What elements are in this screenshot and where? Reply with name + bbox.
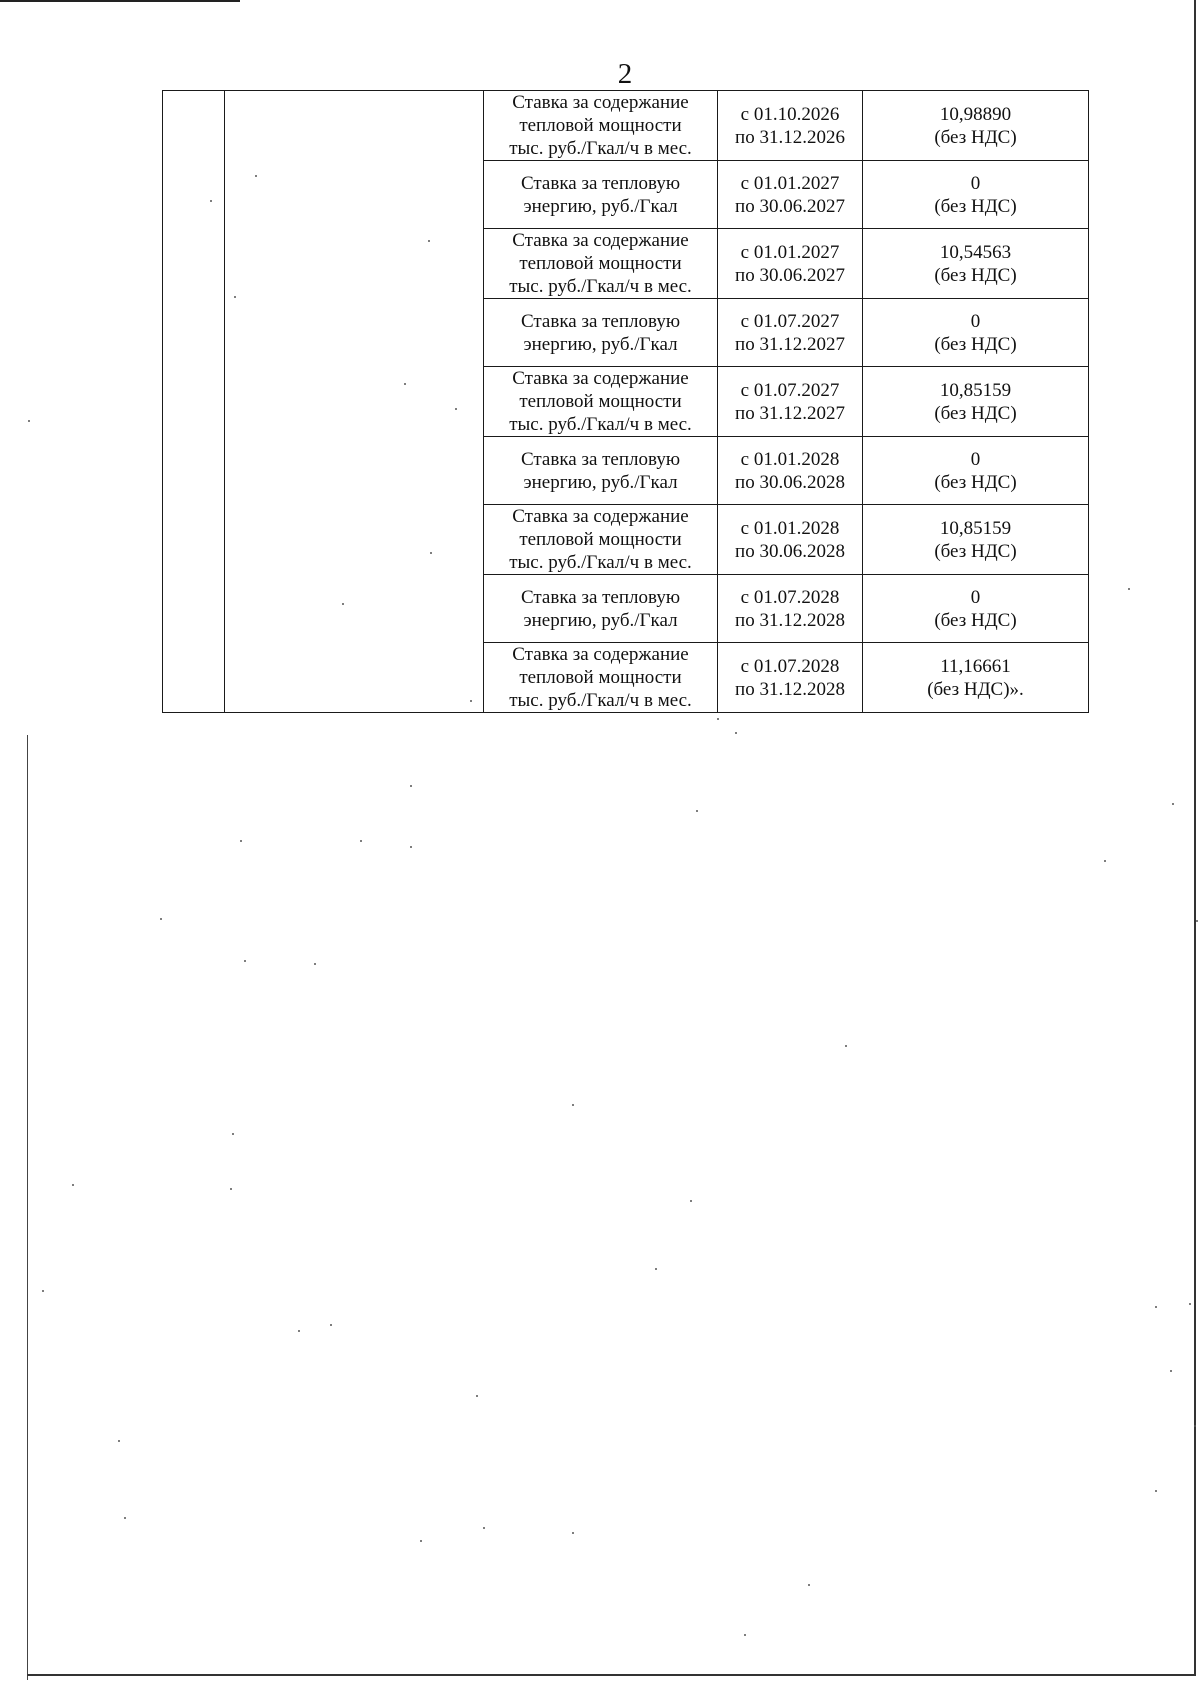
value-cell-line: (без НДС) [934,540,1017,562]
rate-name-cell [484,505,718,575]
rate-name-cell-line: энергию, руб./Гкал [523,195,678,217]
rate-name-cell-line: энергию, руб./Гкал [523,333,678,355]
scan-speck [717,718,719,720]
scan-speck [255,175,257,177]
rate-name-cell-line: Ставка за содержание [512,506,689,527]
period-cell-line: с 01.01.2027 [740,172,840,194]
scan-speck [470,700,472,702]
rate-name-cell-line: Ставка за тепловую [520,172,681,194]
scan-speck [1194,1425,1196,1427]
scan-speck [1189,1303,1191,1305]
scan-speck [210,200,212,202]
scan-speck [420,1540,422,1542]
value-cell [863,161,1089,229]
rate-name-cell [484,229,718,299]
rate-name-cell-line: тепловой мощности [519,115,682,136]
organization-cell [225,91,484,713]
value-cell [863,437,1089,505]
rate-name-cell-line: Ставка за содержание [512,230,689,251]
number-cell [163,91,225,713]
scan-speck [124,1517,126,1519]
scan-edge-top [0,0,240,2]
period-cell-line: с 01.07.2027 [740,379,840,401]
scan-speck [1155,1490,1157,1492]
scan-speck [428,240,430,242]
rate-name-cell [484,643,718,713]
scan-speck [690,1200,692,1202]
period-cell [718,437,863,505]
scan-speck [240,840,242,842]
scan-speck [244,960,246,962]
value-cell-line: (без НДС) [934,195,1017,217]
scan-speck [1172,803,1174,805]
rate-name-cell [484,299,718,367]
value-cell-line: (без НДС) [934,471,1017,493]
scan-edge-left [27,735,28,1680]
tariff-table-body [163,91,1089,713]
value-cell [863,91,1089,161]
scan-speck [476,1395,478,1397]
page-number: 2 [617,58,633,90]
rate-name-cell [484,437,718,505]
rate-name-cell-line: тепловой мощности [519,253,682,274]
period-cell-line: с 01.01.2028 [740,448,840,470]
value-cell [863,643,1089,713]
rate-name-cell-line: энергию, руб./Гкал [523,609,678,631]
scan-speck [1128,588,1130,590]
period-cell [718,367,863,437]
value-cell-line: (без НДС) [934,333,1017,355]
period-cell [718,299,863,367]
scan-speck [808,1584,810,1586]
rate-name-cell-line: тыс. руб./Гкал/ч в мес. [509,276,692,297]
scan-speck [234,296,236,298]
scan-speck [118,1440,120,1442]
scan-speck [298,1330,300,1332]
scan-speck [430,552,432,554]
scan-edge-bottom [27,1674,1196,1676]
rate-name-cell-line: тыс. руб./Гкал/ч в мес. [509,138,692,159]
period-cell [718,643,863,713]
rate-name-cell [484,91,718,161]
rate-name-cell [484,367,718,437]
scan-speck [360,840,362,842]
period-cell-line: с 01.01.2027 [740,241,840,263]
value-cell-line: (без НДС) [934,402,1017,424]
scan-speck [160,918,162,920]
rate-name-cell-line: Ставка за тепловую [520,448,681,470]
period-cell [718,91,863,161]
rate-name-cell-line: тыс. руб./Гкал/ч в мес. [509,690,692,711]
scan-speck [1155,1306,1157,1308]
scan-speck [232,1133,234,1135]
value-cell [863,367,1089,437]
rate-name-cell-line: Ставка за тепловую [520,310,681,332]
scan-speck [230,1188,232,1190]
period-cell-line: по 30.06.2028 [735,471,845,493]
value-cell-line: 0 [970,172,981,194]
period-cell-line: с 01.07.2028 [740,586,840,608]
rate-name-cell-line: тепловой мощности [519,667,682,688]
rate-name-cell-line: Ставка за содержание [512,368,689,389]
period-cell-line: по 31.12.2027 [735,402,845,424]
scan-speck [28,420,30,422]
value-cell-line: 0 [970,586,981,608]
scan-speck [410,785,412,787]
value-cell [863,229,1089,299]
period-cell-line: по 31.12.2028 [735,609,845,631]
scan-speck [1104,860,1106,862]
table-row [163,91,1089,161]
scan-speck [314,963,316,965]
rate-name-cell-line: Ставка за содержание [512,92,689,113]
value-cell [863,575,1089,643]
period-cell-line: с 01.10.2026 [740,103,840,125]
rate-name-cell [484,161,718,229]
scan-speck [42,1290,44,1292]
scan-speck [735,732,737,734]
period-cell [718,505,863,575]
rate-name-cell-line: энергию, руб./Гкал [523,471,678,493]
scan-speck [655,1268,657,1270]
value-cell-line: 10,85159 [939,517,1012,539]
scan-speck [455,408,457,410]
scan-speck [572,1532,574,1534]
scan-speck [1196,920,1198,922]
period-cell-line: по 31.12.2028 [735,678,845,700]
rate-name-cell-line: тепловой мощности [519,529,682,550]
scan-speck [72,1184,74,1186]
rate-name-cell-line: Ставка за содержание [512,644,689,665]
period-cell [718,161,863,229]
scan-speck [330,1324,332,1326]
period-cell-line: по 30.06.2027 [735,195,845,217]
value-cell-line: 10,98890 [939,103,1012,125]
rate-name-cell-line: тыс. руб./Гкал/ч в мес. [509,414,692,435]
period-cell-line: с 01.01.2028 [740,517,840,539]
scan-speck [572,1104,574,1106]
rate-name-cell [484,575,718,643]
scan-speck [845,1045,847,1047]
value-cell-line: 0 [970,310,981,332]
scan-speck [410,846,412,848]
scan-speck [342,603,344,605]
period-cell-line: с 01.07.2028 [740,655,840,677]
period-cell-line: с 01.07.2027 [740,310,840,332]
value-cell-line: 11,16661 [940,655,1011,677]
value-cell [863,299,1089,367]
period-cell-line: по 30.06.2027 [735,264,845,286]
tariff-table [162,90,1089,713]
value-cell-line: 10,54563 [939,241,1012,263]
scan-speck [744,1634,746,1636]
value-cell [863,505,1089,575]
value-cell-line: (без НДС) [934,609,1017,631]
scan-speck [483,1527,485,1529]
scan-speck [696,810,698,812]
scan-speck [404,383,406,385]
scan-speck [1170,1370,1172,1372]
period-cell [718,229,863,299]
value-cell-line: (без НДС)». [927,678,1024,700]
value-cell-line: (без НДС) [934,264,1017,286]
period-cell-line: по 31.12.2026 [735,126,845,148]
value-cell-line: (без НДС) [934,126,1017,148]
period-cell-line: по 30.06.2028 [735,540,845,562]
value-cell-line: 10,85159 [939,379,1012,401]
rate-name-cell-line: тепловой мощности [519,391,682,412]
rate-name-cell-line: тыс. руб./Гкал/ч в мес. [509,552,692,573]
value-cell-line: 0 [970,448,981,470]
period-cell-line: по 31.12.2027 [735,333,845,355]
rate-name-cell-line: Ставка за тепловую [520,586,681,608]
period-cell [718,575,863,643]
